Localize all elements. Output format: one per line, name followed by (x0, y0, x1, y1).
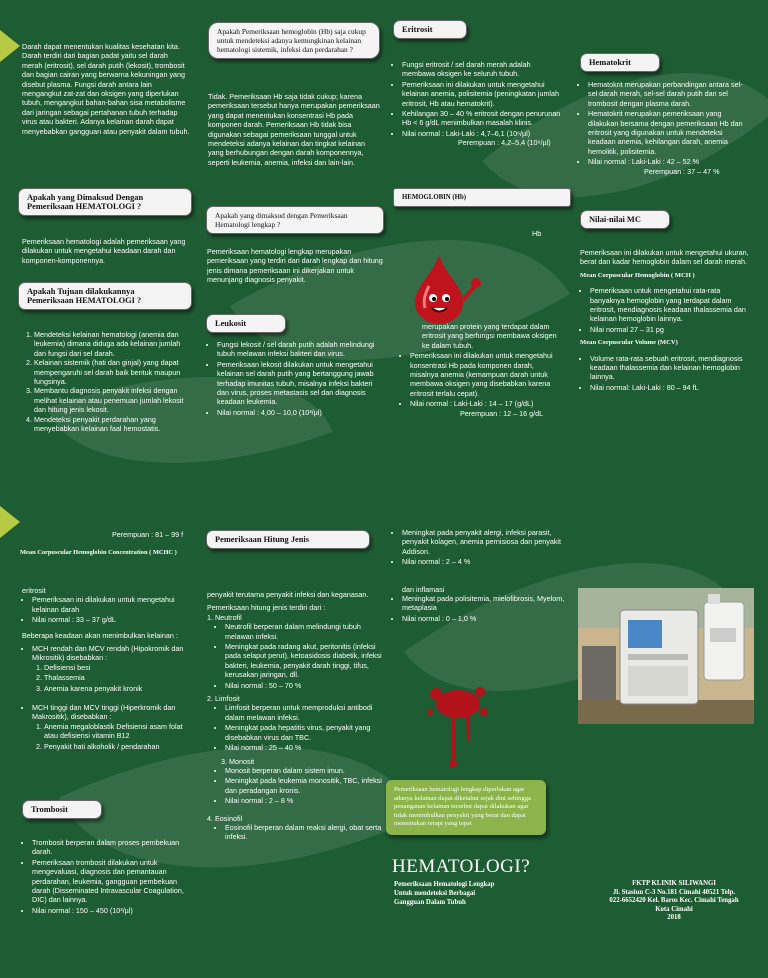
hb-normal-male: : 14 – 17 (g/dL) (484, 399, 534, 409)
question-card-tujuan: Apakah Tujuan dilakukannya Pemeriksaan HEMATOLOGI ? (18, 282, 192, 310)
mcv-item: • Nilai normal: Laki-Laki : 80 – 94 fL (590, 383, 752, 392)
brochure-subtitle (394, 880, 544, 907)
brochure-outside-panel (0, 492, 768, 978)
trombosit-item: • Nilai normal : 150 – 450 (10³/µl) (32, 906, 192, 915)
blood-drop-mascot-icon (405, 252, 485, 326)
leukosit-list (207, 340, 383, 418)
eritrosit-list (392, 60, 564, 149)
question-card-hematologi: Apakah yang Dimaksud Dengan Pemeriksaan HEMATOLOGI ? (18, 188, 192, 216)
clinic-info (584, 880, 764, 923)
neutrofil-item: • Neutrofil berperan dalam melindungi tubuh melawan infeksi. (225, 622, 383, 641)
hct-normal-female: : 37 – 47 % (683, 166, 720, 176)
monosit-heading: 3. Monosit (221, 756, 255, 766)
high-cause: 2. Penyakit hati alkoholik / pendarahan (44, 742, 192, 751)
hb-normal-label: Nilai normal : Laki-Laki (410, 399, 483, 409)
basofil2-item: • Meningkat pada polisitemia, mielofibrosis, Myelom, metaplasia (402, 594, 568, 613)
hct-female-label: Perempuan (644, 166, 682, 176)
goal-item: 4. Mendeteksi penyakit perdarahan yang menyebabkan kelainan faal hemostatis. (34, 415, 192, 434)
eritrosit-normal-label: Nilai normal : Laki-Laki (402, 128, 475, 138)
trombosit-list (22, 838, 192, 916)
trombosit-item: • Trombosit berperan dalam proses pembekuan darah. (32, 838, 192, 857)
mchc-prefix: eritrosit (22, 586, 46, 595)
clinic-year: 2018 (667, 914, 681, 922)
subtitle-line: Gangguan Dalam Tubuh (394, 899, 466, 906)
hct-normal (588, 157, 750, 176)
kelainan-intro: Beberapa keadaan akan menimbulkan kelainan : (22, 630, 178, 640)
eritrosit-normal (402, 129, 564, 148)
hct-normal-male: : 42 – 52 % (662, 157, 700, 167)
hemoglobin-list (400, 322, 560, 419)
limfosit-heading: 2. Limfosit (207, 694, 240, 704)
hematology-analyzer-photo (578, 588, 754, 724)
hematokrit-item: • Hematokrit merupakan perbandingan antara sel-sel darah merah, sel-sel darah putih dan sel trombosit dengan plasma darah. (588, 80, 750, 108)
eritrosit-female-label: Perempuan (458, 138, 496, 148)
answer-lengkap: Pemeriksaan hematologi lengkap merupakan pemeriksaan yang terdiri dari darah lengkap dan hitung jenis dimana pemeriksaan ini dikerjakan untuk menunjang diagnosis penyakit. (207, 247, 383, 285)
mch-item: • Pemeriksaan untuk mengetahui rata-rata banyaknya hemoglobin yang terdapat dalam eritrosit, mendiagnosis keadaan thalassemia dan kelainan hemoglobin lainnya. (590, 286, 752, 324)
goals-list (22, 330, 192, 433)
clinic-city: Kota Cimahi (655, 905, 693, 913)
hb-normal-female: : 12 – 16 g/dL (499, 408, 544, 418)
eritrosit-normal-male: : 4,7–6,1 (10⁶/µl) (476, 128, 531, 138)
hb-normal (410, 399, 560, 418)
limfosit-item: • Nilai normal : 25 – 40 % (225, 743, 383, 752)
corner-marker (0, 506, 20, 538)
eosinofil-heading: 4. Eosinofil (207, 813, 243, 823)
hb-female-label: Perempuan (460, 408, 498, 418)
corner-marker (0, 30, 20, 62)
hitung-jenis-heading: Pemeriksaan Hitung Jenis (206, 530, 370, 549)
hct-normal-label: Nilai normal : Laki-Laki (588, 157, 661, 167)
mchc-heading: Mean Corpuscular Hemoglobin Concentration ( MCHC ) (20, 549, 177, 556)
monosit-item: • Monosit berperan dalam sistem imun. (225, 766, 383, 775)
subtitle-line: Pemeriksaan Hematologi Lengkap (394, 881, 495, 888)
hematokrit-heading: Hematokrit (580, 53, 660, 72)
kelainan-high-label: MCH tinggi dan MCV tinggi (Hiperkromik dan Makrositik), disebabkan : (32, 703, 176, 722)
goal-item: 3. Membantu diagnosis penyakit infeksi dengan melihat kelainan atau penemuan jumlah lekosit dan hitung jenis lekosit. (34, 386, 192, 414)
hitung-jenis-intro: penyakit terutama penyakit infeksi dan keganasan. (207, 590, 369, 599)
limfosit-item: • Meningkat pada hepatitis virus, penyakit yang disebabkan virus dan TBC. (225, 723, 383, 742)
basofil2-item: • Nilai normal : 0 – 1,0 % (402, 614, 568, 623)
neutrofil-item: • Meningkat pada radang akut, peritonitis (infeksi pada selaput perut), ketoasidosis diabetik, infeksi bakteri, leukemia, penyakit darah tinggi, tifus, kerusakan jaringan, dll. (225, 642, 383, 680)
mc-intro: Pemeriksaan ini dilakukan untuk mengetahui ukuran, berat dan kadar hemoglobin dalam sel darah merah. (580, 248, 749, 267)
low-cause: 3. Anemia karena penyakit kronik (44, 684, 192, 693)
mch-heading: Mean Corpuscular Hemoglobin ( MCH ) (580, 271, 695, 279)
mc-values-section (580, 248, 752, 393)
hitung-jenis-section (207, 590, 383, 843)
mchc-item: • Pemeriksaan ini dilakukan untuk mengetahui kelainan darah (32, 595, 192, 614)
hb-label: Hb (532, 229, 542, 238)
basofil-item: • Meningkat pada penyakit alergi, infeksi parasit, penyakit kolagen, anemia pernisiosa dan penyakit Addison. (402, 528, 568, 556)
high-cause: 1. Anemia megaloblastik Defisiensi asam folat atau defisiensi vitamin B12 (44, 722, 192, 741)
highlight-box: Pemeriksaan hematologi lengkap diperlukan agar adanya kelainan dapat diketahui sejak dini sehingga penanganan kelainan tersebut dapat dilakukan agar tidak menimbulkan penyakit yang berat dan dapat menentukan terapi yang tepat (386, 780, 546, 835)
eritrosit-normal-female: : 4,2–5,4 (10⁶/µl) (497, 138, 551, 148)
mcv-female-line: Perempuan : 81 – 99 f (112, 530, 184, 539)
clinic-name: FKTP KLINIK SILIWANGI (632, 880, 716, 887)
leukosit-item: • Pemeriksaan lekosit dilakukan untuk mengetahui kelainan sel darah putih yang bertanggung jawab terhadap imunitas tubuh, misalnya infeksi bakteri dan virus, proses metastasis sel dan diagnosis keadaan leukemia. (217, 360, 383, 407)
basofil-section (392, 528, 568, 624)
limfosit-item: • Limfosit berperan untuk memproduksi antibodi dalam melawan infeksi. (225, 703, 383, 722)
trombosit-heading: Trombosit (22, 800, 102, 819)
eritrosit-item: • Pemeriksaan ini dilakukan untuk mengetahui kelainan anemia, polisitemia (peningkatan jumlah eritrosit, Hb atau hematokrit). (402, 80, 564, 108)
hitung-jenis-sub: Pemeriksaan hitung jenis terdiri dari : (207, 603, 326, 613)
leukosit-item: • Fungsi lekosit / sel darah putih adalah melindungi tubuh melawan infeksi bakteri dan virus. (217, 340, 383, 359)
basofil2-prefix: dan inflamasi (402, 584, 445, 594)
monosit-item: • Nilai normal : 2 – 8 % (225, 796, 383, 805)
monosit-item: • Meningkat pada leukemia monositik, TBC, infeksi dan peradangan kronis. (225, 776, 383, 795)
eritrosit-item: • Kehilangan 30 – 40 % eritrosit dengan penurunan Hb < 6 g/dL menimbulkan masalah klinis. (402, 109, 564, 128)
clinic-address: 022-6652420 Kel. Baros Kec. Cimahi Tengah (609, 897, 739, 905)
eritrosit-item: • Fungsi eritrosit / sel darah merah adalah membawa oksigen ke seluruh tubuh. (402, 60, 564, 79)
mchc-section (22, 586, 192, 752)
hematokrit-item: • Hematokrit merupakan pemeriksaan yang dilakukan bersama dengan pemeriksaan Hb dan eritrosit yang digunakan untuk mendeteksi keadaan anemia, kehilangan darah, anemia hemolitik, polisitemia. (588, 109, 750, 156)
kelainan-item (32, 703, 192, 751)
leukosit-item: • Nilai normal : 4,00 – 10,0 (10³/µl) (217, 408, 383, 417)
subtitle-line: Untuk mendeteksi Berbagai (394, 890, 476, 897)
eosinofil-item: • Eosinofil berperan dalam reaksi alergi, obat serta infeksi. (225, 823, 383, 842)
hb-item: • Pemeriksaan ini dilakukan untuk mengetahui konsentrasi Hb pada komponen darah, misalnya anemia (kemampuan darah untuk membawa oksigen yang disebabkan karena eritrosit terlalu cepat). (410, 351, 560, 398)
low-cause: 1. Defisiensi besi (44, 663, 192, 672)
leukosit-heading: Leukosit (206, 314, 286, 333)
intro-paragraph: Darah dapat menentukan kualitas kesehatan kita. Darah terdiri dari bagian padat yaitu sel darah merah (eritrosit), sel darah putih (lekosit), trombosit dan bagian cairan yang berwarna kekuningan yang disebut plasma. Fungsi darah antara lain mengangkut zat-zat dan oksigen yang diperlukan tubuh, mengangkut bahan-bahan sisa metabolisme dari jaringan sebagai pertahanan tubuh terhadap virus atau bakteri. Adanya kelainan darah dapat menyebabkan gangguan atau penyakit dalam tubuh. (22, 42, 190, 136)
goal-item: 1. Mendeteksi kelainan hematologi (anemia dan leukemia) dimana diduga ada kelainan jumlah dan fungsi dari sel darah. (34, 330, 192, 358)
neutrofil-item: • Nilai normal : 50 – 70 % (225, 681, 383, 690)
neutrofil-heading: 1. Neutrofil (207, 612, 242, 622)
answer-hb: Tidak. Pemeriksaan Hb saja tidak cukup; karena pemeriksaan tersebut hanya merupakan pemeriksaan yang dapat menentukan konsentrasi Hb pada komponen darah. Pemeriksaan Hb tidak bisa digunakan sebagai pemeriksaan tunggal untuk mendeteksi adanya kelainan dan tingkat kelainan yang berhubungan dengan darah komponennya, seperti leukemia, anemia, infeksi dan lain-lain. (208, 92, 380, 167)
mch-item: • Nilai normal 27 – 31 pg (590, 325, 752, 334)
brochure-title: HEMATOLOGI? (392, 856, 531, 877)
mcv-item: • Volume rata-rata sebuah eritrosit, mendiagnosis keadaan thalassemia dan kelainan hemoglobin lainnya. (590, 354, 752, 382)
answer-hematologi: Pemeriksaan hematologi adalah pemeriksaan yang dilakukan untuk mengetahui keadaan darah dan komponen-komponennya. (22, 237, 186, 265)
blood-splatter-icon (418, 682, 498, 772)
goal-item: 2. Kelainan sistemik (hati dan ginjal) yang dapat mempengaruhi sel darah baik bentuk maupun fungsinya. (34, 358, 192, 386)
hb-item: merupakan protein yang terdapat dalam eritrosit yang berfungsi membawa oksigen ke dalam tubuh. (422, 322, 557, 350)
question-card-hb: Apakah Pemeriksaan hemoglobin (Hb) saja cukup untuk mendeteksi adanya kemungkinan kelainan hematologi sistemik, infeksi dan perdarahan ? (208, 22, 380, 59)
mcv-heading: Mean Corpuscular Volume (MCV) (580, 339, 678, 347)
kelainan-low-label: MCH rendah dan MCV rendah (Hipokromik dan Mikrositik) disebabkan : (32, 644, 184, 663)
mc-values-heading: Nilai-nilai MC (580, 210, 670, 229)
hemoglobin-heading: HEMOGLOBIN (Hb) (393, 188, 571, 207)
hematokrit-list (578, 80, 750, 177)
question-card-lengkap: Apakah yang dimaksud dengan Pemeriksaan Hematologi lengkap ? (206, 206, 384, 234)
mchc-item: • Nilai normal : 33 – 37 g/dL (32, 615, 192, 624)
trombosit-item: • Pemeriksaan trombosit dilakukan untuk mengevaluasi, diagnosis dan pemantauan perdarahan, leukemia, gangguan pembekuan darah (Disseminated Intravascular Coagulation, DIC) dan lainnya. (32, 858, 192, 905)
kelainan-item (32, 644, 192, 693)
clinic-address: Jl. Stasiun C-3 No.181 Cimahi 40521 Telp. (612, 888, 736, 896)
basofil-item: • Nilai normal : 2 – 4 % (402, 557, 568, 566)
eritrosit-heading: Eritrosit (393, 20, 467, 39)
low-cause: 2. Thalassemia (44, 673, 192, 682)
